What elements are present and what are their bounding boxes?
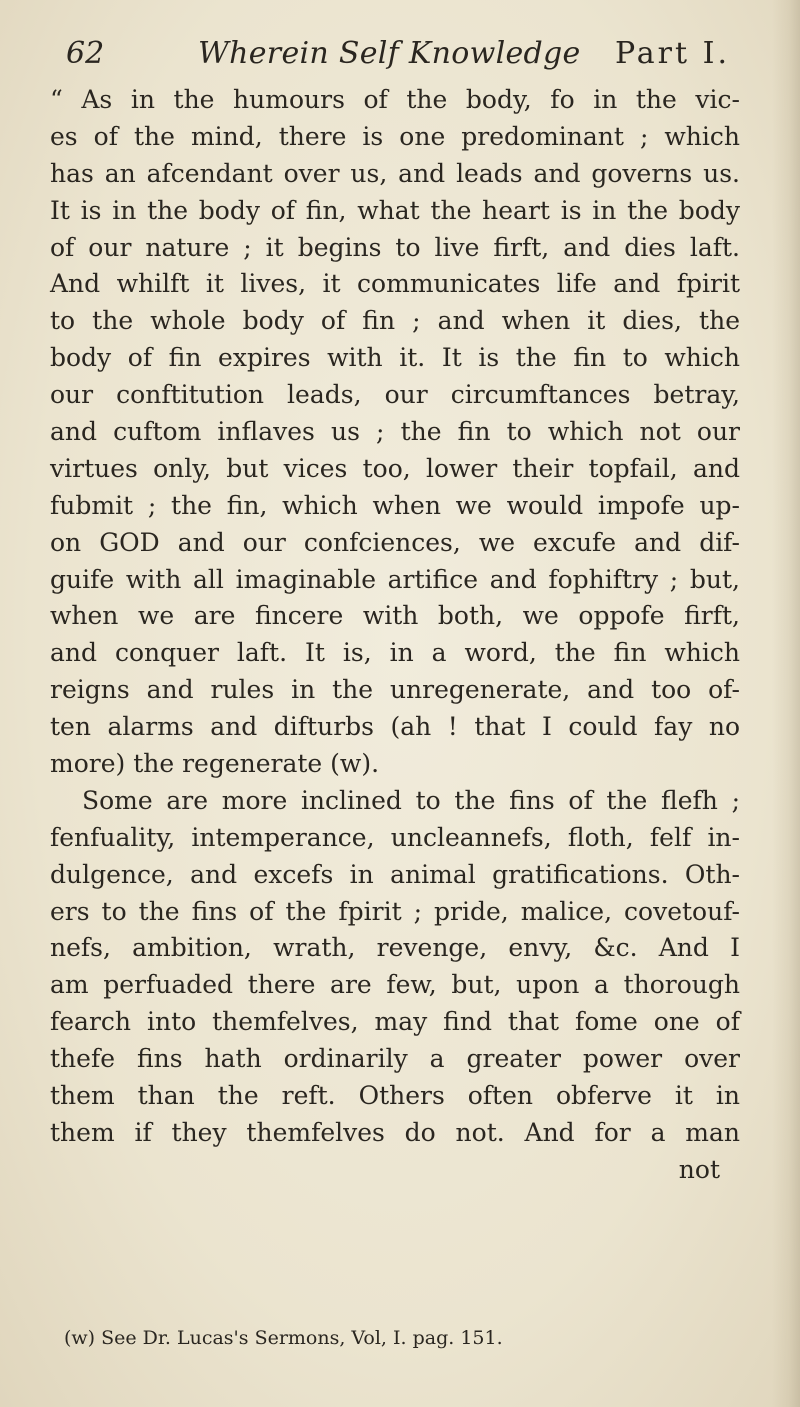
text-line: them if they themfelves do not. And for a man <box>50 1117 740 1147</box>
running-header <box>66 36 730 80</box>
text-line: nefs, ambition, wrath, revenge, envy, &c. And I <box>50 933 740 963</box>
text-line: reigns and rules in the unregenerate, and too of- <box>50 675 740 705</box>
text-line: fearch into themfelves, may find that fome one of <box>50 1007 740 1037</box>
catchword: not <box>678 1154 720 1184</box>
text-line: has an afcendant over us, and leads and governs us. <box>50 158 740 188</box>
text-line: es of the mind, there is one predominant ; which <box>50 121 740 151</box>
text-line: them than the reft. Others often obferve it in <box>50 1081 740 1111</box>
text-line: of our nature ; it begins to live firft, and dies laft. <box>50 232 740 262</box>
footnote: (w) See Dr. Lucas's Sermons, Vol, I. pag. 151. <box>64 1327 503 1349</box>
page-number: 62 <box>66 36 105 71</box>
text-line: It is in the body of fin, what the heart is in the body <box>50 195 740 225</box>
body-text <box>50 82 740 1189</box>
text-line: “ As in the humours of the body, fo in the vic- <box>50 85 740 114</box>
text-line: when we are fincere with both, we oppofe firft, <box>50 601 740 631</box>
running-title: Wherein Self Knowledge <box>198 36 581 71</box>
text-line: virtues only, but vices too, lower their topfail, and <box>50 453 740 483</box>
text-line: am perfuaded there are few, but, upon a thorough <box>50 970 740 1000</box>
text-line: thefe fins hath ordinarily a greater power over <box>50 1044 740 1074</box>
text-line: our conftitution leads, our circumftances betray, <box>50 380 740 410</box>
text-line: and cuftom inflaves us ; the fin to which not our <box>50 417 740 447</box>
text-line: guife with all imaginable artifice and fophiftry ; but, <box>50 564 740 594</box>
text-line: dulgence, and excefs in animal gratifications. Oth- <box>50 859 740 889</box>
text-line: ten alarms and difturbs (ah ! that I could fay no <box>50 712 740 742</box>
text-line: body of fin expires with it. It is the fin to which <box>50 343 740 373</box>
text-line: to the whole body of fin ; and when it dies, the <box>50 306 740 336</box>
text-line: and conquer laft. It is, in a word, the fin which <box>50 638 740 668</box>
text-line: more) the regenerate (w). <box>50 749 380 779</box>
page-edge-shadow <box>772 0 800 1407</box>
text-line: on GOD and our confciences, we excufe and dif- <box>50 527 740 557</box>
text-line: And whilft it lives, it communicates life and fpirit <box>50 269 740 299</box>
text-line: fenfuality, intemperance, uncleannefs, floth, felf in- <box>50 822 740 852</box>
text-line: Some are more inclined to the fins of the flefh ; <box>82 785 740 815</box>
text-line: ers to the fins of the fpirit ; pride, malice, covetouf- <box>50 896 740 926</box>
part-label: Part I. <box>614 36 730 71</box>
text-line: fubmit ; the fin, which when we would impofe up- <box>50 490 740 520</box>
